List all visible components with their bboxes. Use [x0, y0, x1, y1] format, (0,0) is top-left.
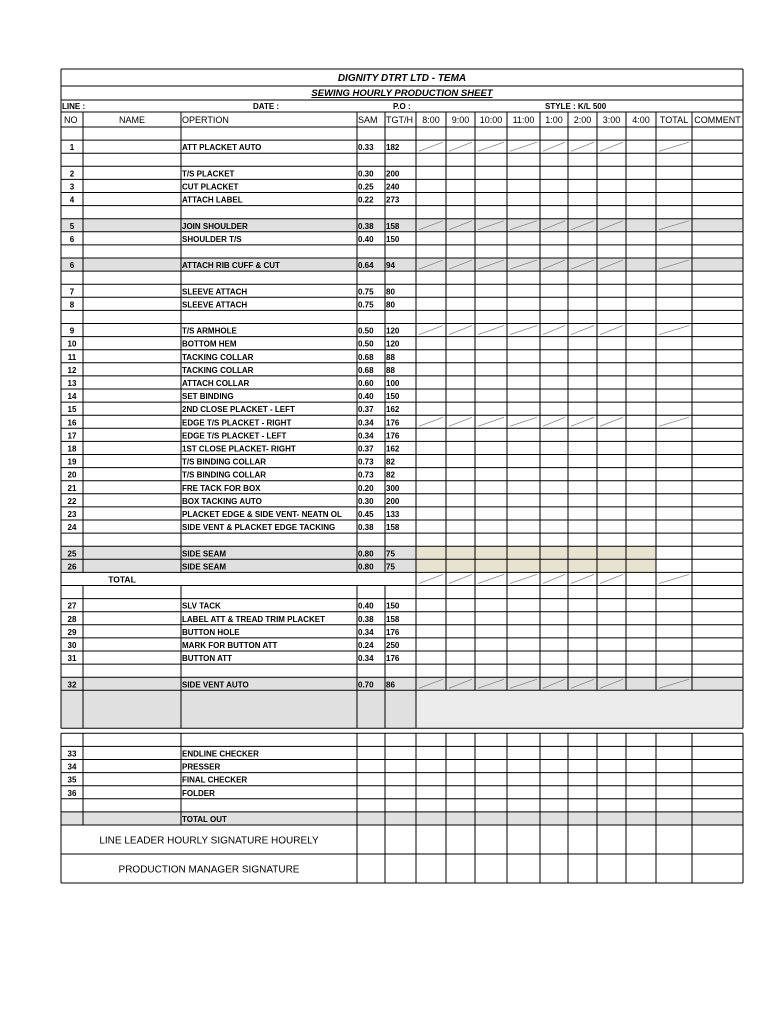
target-value: 300	[386, 483, 400, 493]
row-number: 11	[67, 352, 77, 362]
operation-name: SIDE VENT & PLACKET EDGE TACKING	[182, 523, 336, 533]
sam-value: 0.73	[358, 457, 374, 467]
row-number: 8	[69, 300, 75, 310]
row-number: 24	[67, 523, 77, 533]
hour-cell-slash	[571, 574, 594, 583]
target-value: 200	[386, 496, 400, 506]
hour-cell-slash	[600, 142, 623, 151]
total-label: TOTAL	[108, 574, 136, 585]
operation-name: ATTACH LABEL	[182, 195, 243, 205]
style-label: STYLE : K/L 500	[545, 102, 607, 111]
operation-name: LABEL ATT & TREAD TRIM PLACKET	[182, 614, 325, 624]
target-value: 158	[386, 221, 400, 231]
row-number: 33	[67, 749, 77, 759]
target-value: 86	[386, 680, 395, 690]
row-number: 25	[67, 549, 77, 559]
operation-name: 2ND CLOSE PLACKET - LEFT	[182, 405, 295, 415]
target-value: 150	[386, 234, 400, 244]
row-shade	[61, 812, 416, 825]
row-number: 23	[67, 510, 77, 519]
sam-value: 0.68	[358, 365, 374, 375]
target-value: 182	[386, 143, 400, 153]
target-value: 162	[386, 444, 400, 454]
operation-name: ATTACH COLLAR	[182, 379, 250, 388]
target-value: 158	[386, 523, 400, 533]
row-shade-hours	[416, 546, 656, 559]
hour-cell-slash	[510, 417, 537, 426]
sam-value: 0.60	[358, 379, 374, 388]
target-value: 94	[386, 261, 395, 271]
row-number: 18	[67, 444, 77, 454]
operation-name: SLEEVE ATTACH	[182, 300, 248, 310]
target-value: 88	[386, 365, 395, 375]
operation-name: BOX TACKING AUTO	[182, 496, 262, 506]
header-hour-4: 4:00	[632, 115, 650, 125]
operation-name: SET BINDING	[182, 392, 234, 402]
operation-name: JOIN SHOULDER	[182, 221, 248, 231]
target-value: 80	[386, 300, 395, 310]
row-number: 22	[67, 496, 77, 506]
signature-label: LINE LEADER HOURLY SIGNATURE HOURELY	[99, 835, 319, 847]
row-shade-hours	[416, 219, 743, 232]
hour-cell-slash	[600, 326, 623, 335]
header-total: TOTAL	[659, 115, 689, 125]
operation-name: MARK FOR BUTTON ATT	[182, 641, 278, 650]
hour-cell-slash	[543, 326, 565, 335]
row-number: 27	[67, 601, 77, 611]
target-value: 100	[386, 379, 400, 388]
target-value: 176	[386, 654, 400, 664]
operation-name: TOTAL OUT	[182, 815, 227, 824]
hour-cell-slash	[571, 142, 594, 151]
operation-name: SIDE VENT AUTO	[182, 680, 249, 690]
operation-name: FRE TACK FOR BOX	[182, 483, 261, 493]
operation-name: CUT PLACKET	[182, 182, 239, 192]
target-value: 120	[386, 339, 400, 349]
operation-name: TACKING COLLAR	[182, 352, 254, 362]
operation-name: SIDE SEAM	[182, 549, 227, 559]
operation-name: ENDLINE CHECKER	[182, 749, 259, 759]
target-value: 176	[386, 418, 400, 428]
row-number: 32	[67, 680, 77, 690]
row-number: 35	[67, 775, 77, 785]
row-number: 7	[69, 287, 75, 297]
operation-name: T/S BINDING COLLAR	[182, 457, 266, 467]
sam-value: 0.75	[358, 300, 374, 310]
sheet-title: DIGNITY DTRT LTD - TEMA	[337, 73, 467, 84]
sam-value: 0.73	[358, 470, 374, 480]
row-number: 36	[67, 788, 77, 798]
sam-value: 0.33	[358, 143, 374, 153]
row-number: 17	[67, 431, 77, 441]
row-shade-hours	[416, 258, 743, 271]
row-number: 28	[67, 614, 77, 624]
sam-value: 0.40	[358, 234, 374, 244]
hour-cell-slash	[659, 574, 689, 583]
header-name: NAME	[118, 115, 146, 125]
row-number: 14	[67, 392, 77, 402]
target-value: 200	[386, 169, 400, 179]
header-hour-3: 3:00	[602, 115, 621, 125]
target-value: 240	[386, 182, 400, 192]
row-number: 6	[69, 234, 75, 244]
hour-cell-slash	[659, 417, 689, 426]
sam-value: 0.38	[358, 523, 374, 533]
hour-cell-slash	[478, 417, 504, 426]
hour-cell-slash	[449, 574, 472, 583]
row-number: 13	[67, 379, 77, 388]
operation-name: SIDE SEAM	[182, 562, 227, 572]
sam-value: 0.37	[358, 405, 374, 415]
operation-name: BUTTON HOLE	[182, 627, 240, 637]
operation-name: SLV TACK	[182, 601, 221, 611]
hour-cell-slash	[543, 574, 565, 583]
hour-cell-slash	[543, 142, 565, 151]
sam-value: 0.50	[358, 326, 374, 336]
signature-label: PRODUCTION MANAGER SIGNATURE	[118, 864, 300, 876]
sheet-subtitle: SEWING HOURLY PRODUCTION SHEET	[311, 88, 493, 99]
sam-value: 0.45	[358, 510, 374, 519]
hour-cell-slash	[449, 326, 472, 335]
row-shade-hours	[416, 812, 743, 825]
date-label: DATE :	[253, 102, 280, 111]
operation-name: SLEEVE ATTACH	[182, 287, 248, 297]
header-hour-2: 2:00	[573, 115, 592, 125]
sam-value: 0.38	[358, 614, 374, 624]
row-number: 34	[67, 762, 77, 772]
operation-name: ATTACH RIB CUFF & CUT	[182, 261, 280, 271]
row-number: 1	[69, 143, 75, 153]
operation-name: PRESSER	[182, 762, 221, 772]
target-value: 82	[386, 470, 395, 480]
sam-value: 0.40	[358, 392, 374, 402]
operation-name: PLACKET EDGE & SIDE VENT- NEATN OL	[182, 510, 342, 519]
header-no: NO	[64, 115, 78, 125]
hour-cell-slash	[659, 142, 689, 151]
operation-name: EDGE T/S PLACKET - RIGHT	[182, 418, 292, 428]
target-value: 150	[386, 601, 400, 611]
target-value: 88	[386, 352, 395, 362]
sam-value: 0.30	[358, 496, 374, 506]
header-hour-11: 11:00	[512, 115, 535, 125]
target-value: 120	[386, 326, 400, 336]
row-number: 2	[69, 169, 75, 179]
hour-cell-slash	[478, 142, 504, 151]
target-value: 75	[386, 549, 395, 559]
row-number: 15	[67, 405, 77, 415]
target-value: 176	[386, 627, 400, 637]
sam-value: 0.34	[358, 431, 374, 441]
hour-cell-slash	[478, 574, 504, 583]
operation-name: T/S ARMHOLE	[182, 326, 237, 336]
sam-value: 0.20	[358, 483, 374, 493]
sam-value: 0.38	[358, 221, 374, 231]
operation-name: FINAL CHECKER	[182, 775, 248, 785]
sam-value: 0.75	[358, 287, 374, 297]
target-value: 250	[386, 641, 400, 650]
operation-name: BUTTON ATT	[182, 654, 233, 664]
row-number: 3	[69, 182, 75, 192]
hour-cell-slash	[419, 326, 443, 335]
row-number: 31	[67, 654, 77, 664]
operation-name: SHOULDER T/S	[182, 234, 242, 244]
hour-cell-slash	[659, 326, 689, 335]
hour-cell-slash	[419, 574, 443, 583]
po-label: P.O :	[393, 102, 411, 111]
row-number: 4	[69, 195, 75, 205]
row-number: 10	[67, 339, 77, 349]
header-hour-9: 9:00	[451, 115, 470, 125]
shaded-block-hours	[416, 690, 743, 728]
hour-cell-slash	[600, 574, 623, 583]
sam-value: 0.80	[358, 562, 374, 572]
operation-name: T/S PLACKET	[182, 169, 235, 179]
header-hour-1: 1:00	[545, 115, 563, 125]
sam-value: 0.34	[358, 627, 374, 637]
row-number: 5	[69, 221, 75, 231]
operation-name: FOLDER	[182, 788, 215, 798]
row-number: 12	[67, 365, 77, 375]
target-value: 133	[386, 510, 400, 519]
hour-cell-slash	[510, 142, 537, 151]
target-value: 162	[386, 405, 400, 415]
hour-cell-slash	[571, 326, 594, 335]
line-label: LINE :	[62, 102, 86, 111]
operation-name: BOTTOM HEM	[182, 339, 237, 349]
operation-name: T/S BINDING COLLAR	[182, 470, 266, 480]
row-number: 21	[67, 483, 77, 493]
sam-value: 0.25	[358, 182, 374, 192]
hour-cell-slash	[510, 326, 537, 335]
sam-value: 0.64	[358, 261, 374, 271]
hour-cell-slash	[449, 417, 472, 426]
hour-cell-slash	[510, 574, 537, 583]
target-value: 82	[386, 457, 395, 467]
target-value: 75	[386, 562, 395, 572]
row-number: 26	[67, 562, 77, 572]
row-shade-hours	[416, 677, 743, 690]
target-value: 176	[386, 431, 400, 441]
hour-cell-slash	[449, 142, 472, 151]
hour-cell-slash	[419, 142, 443, 151]
hour-cell-slash	[419, 417, 443, 426]
row-number: 19	[67, 457, 77, 467]
header-hour-8: 8:00	[422, 115, 440, 125]
sam-value: 0.24	[358, 641, 374, 650]
sam-value: 0.22	[358, 195, 374, 205]
hour-cell-slash	[600, 417, 623, 426]
sam-value: 0.37	[358, 444, 374, 454]
target-value: 273	[386, 195, 400, 205]
row-number: 20	[67, 470, 77, 480]
header-hour-10: 10:00	[479, 115, 503, 125]
row-number: 30	[67, 641, 77, 650]
row-number: 29	[67, 627, 77, 637]
row-shade-hours	[416, 559, 656, 572]
row-number: 6	[69, 261, 75, 271]
shaded-block	[61, 690, 416, 728]
sam-value: 0.50	[358, 339, 374, 349]
row-number: 16	[67, 418, 77, 428]
header-operation: OPERTION	[182, 115, 229, 125]
sam-value: 0.80	[358, 549, 374, 559]
sam-value: 0.68	[358, 352, 374, 362]
sam-value: 0.40	[358, 601, 374, 611]
hour-cell-slash	[478, 326, 504, 335]
target-value: 80	[386, 287, 395, 297]
row-number: 9	[69, 326, 75, 336]
header-comment: COMMENT	[694, 115, 741, 125]
header-tgt: TGT/H	[386, 115, 413, 125]
sam-value: 0.34	[358, 418, 374, 428]
hour-cell-slash	[571, 417, 594, 426]
operation-name: EDGE T/S PLACKET - LEFT	[182, 431, 287, 441]
target-value: 150	[386, 392, 400, 402]
target-value: 158	[386, 614, 400, 624]
hour-cell-slash	[543, 417, 565, 426]
sam-value: 0.34	[358, 654, 374, 664]
operation-name: TACKING COLLAR	[182, 365, 254, 375]
operation-name: 1ST CLOSE PLACKET- RIGHT	[182, 444, 296, 454]
header-sam: SAM	[358, 115, 378, 125]
sam-value: 0.70	[358, 680, 374, 690]
sam-value: 0.30	[358, 169, 374, 179]
operation-name: ATT PLACKET AUTO	[182, 143, 262, 153]
